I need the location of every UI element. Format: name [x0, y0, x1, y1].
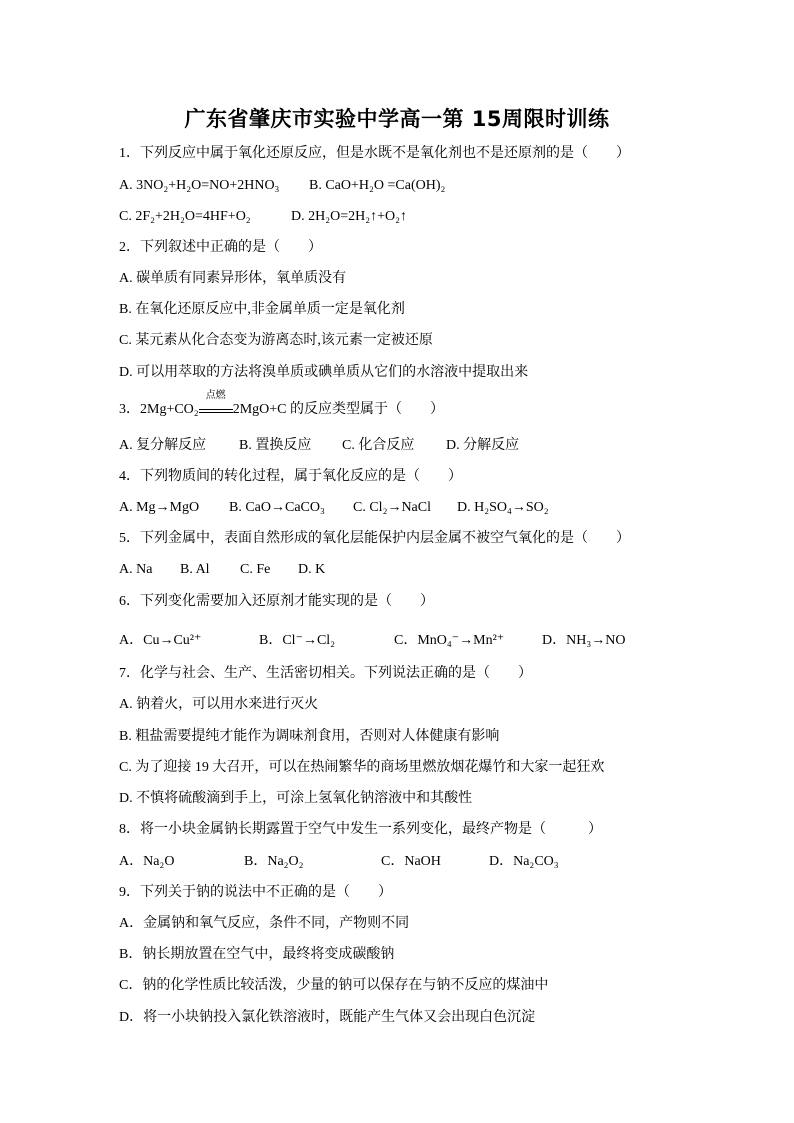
q4-option-a: A. Mg→MgO	[119, 500, 200, 515]
q9-option-d: D．将一小块钠投入氯化铁溶液时，既能产生气体又会出现白色沉淀	[119, 1010, 536, 1025]
q6-option-c: C．MnO₄⁻→Mn²⁺	[394, 633, 505, 648]
q5-option-d: D. K	[298, 562, 326, 577]
q1-options-row1	[119, 177, 445, 195]
q9-option-b: B．钠长期放置在空气中，最终将变成碳酸钠	[119, 947, 395, 962]
q5-option-c: C. Fe	[240, 562, 271, 577]
q6-option-d: D．NH₃→NO	[542, 633, 626, 648]
q9-option-c: C．钠的化学性质比较活泼，少量的钠可以保存在与钠不反应的煤油中	[119, 978, 549, 993]
q4-option-b: B. CaO→CaCO₃	[229, 500, 325, 515]
q2-option-c: C. 某元素从化合态变为游离态时,该元素一定被还原	[119, 333, 433, 348]
q2-option-d: D. 可以用萃取的方法将溴单质或碘单质从它们的水溶液中提取出来	[119, 365, 529, 380]
q7-option-d: D. 不慎将硫酸滴到手上，可涂上氢氧化钠溶液中和其酸性	[119, 791, 473, 806]
q5-option-b: B. Al	[180, 562, 210, 577]
q2-option-b: B. 在氧化还原反应中,非金属单质一定是氧化剂	[119, 302, 405, 317]
q7-option-b: B. 粗盐需要提纯才能作为调味剂食用，否则对人体健康有影响	[119, 729, 500, 744]
q1-option-a: A. 3NO₂+H₂O=NO+2HNO₃	[119, 178, 280, 193]
q6-option-a: A．Cu→Cu²⁺	[119, 633, 202, 648]
q9-option-a: A．金属钠和氧气反应，条件不同，产物则不同	[119, 916, 410, 931]
q7-stem: 7．化学与社会、生产、生活密切相关。下列说法正确的是（ ）	[119, 666, 532, 681]
q4-option-d: D. H₂SO₄→SO₂	[457, 500, 549, 515]
q1-options-row2	[119, 208, 407, 226]
q3-condition-label: 点燃	[205, 390, 226, 401]
equals-sign-icon	[199, 409, 233, 413]
q2-stem: 2．下列叙述中正确的是（ ）	[119, 240, 322, 255]
q2-option-a: A. 碳单质有同素异形体，氧单质没有	[119, 271, 347, 286]
q5-option-a: A. Na	[119, 562, 153, 577]
q3-equation-right: 2MgO+C 的反应类型属于（ ）	[232, 402, 444, 417]
q8-option-a: A．Na₂O	[119, 854, 175, 869]
q4-option-c: C. Cl₂→NaCl	[353, 500, 431, 515]
q8-options	[119, 853, 559, 871]
q5-stem: 5．下列金属中，表面自然形成的氧化层能保护内层金属不被空气氧化的是（ ）	[119, 531, 630, 546]
q3-option-a: A. 复分解反应	[119, 438, 207, 453]
q8-option-c: C．NaOH	[381, 854, 441, 869]
q5-options	[119, 561, 325, 579]
q3-stem	[119, 390, 444, 419]
q4-stem: 4．下列物质间的转化过程，属于氧化反应的是（ ）	[119, 469, 462, 484]
q6-stem: 6．下列变化需要加入还原剂才能实现的是（ ）	[119, 594, 434, 609]
page-title: 广东省肇庆市实验中学高一第 15周限时训练	[184, 107, 610, 131]
q6-option-b: B．Cl⁻→Cl₂	[259, 633, 336, 648]
q8-option-d: D．Na₂CO₃	[489, 854, 559, 869]
q6-options	[119, 632, 625, 650]
q9-stem: 9．下列关于钠的说法中不正确的是（ ）	[119, 885, 392, 900]
q3-equation-left: 3．2Mg+CO₂	[119, 402, 199, 417]
q1-stem: 1．下列反应中属于氧化还原反应，但是水既不是氧化剂也不是还原剂的是（ ）	[119, 146, 630, 161]
q3-option-c: C. 化合反应	[342, 438, 415, 453]
q1-option-b: B. CaO+H₂O =Ca(OH)₂	[309, 178, 446, 193]
q3-option-d: D. 分解反应	[446, 438, 520, 453]
q3-option-b: B. 置换反应	[239, 438, 312, 453]
q1-option-d: D. 2H₂O=2H₂↑+O₂↑	[291, 209, 407, 224]
q1-option-c: C. 2F₂+2H₂O=4HF+O₂	[119, 209, 251, 224]
q3-reaction-condition	[199, 390, 233, 413]
q7-option-a: A. 钠着火，可以用水来进行灭火	[119, 697, 319, 712]
q8-stem: 8．将一小块金属钠长期露置于空气中发生一系列变化，最终产物是（ ）	[119, 822, 602, 837]
q3-options	[119, 437, 519, 455]
q8-option-b: B．Na₂O₂	[244, 854, 304, 869]
q7-option-c: C. 为了迎接 19 大召开，可以在热闹繁华的商场里燃放烟花爆竹和大家一起狂欢	[119, 760, 605, 775]
q4-options	[119, 499, 549, 517]
